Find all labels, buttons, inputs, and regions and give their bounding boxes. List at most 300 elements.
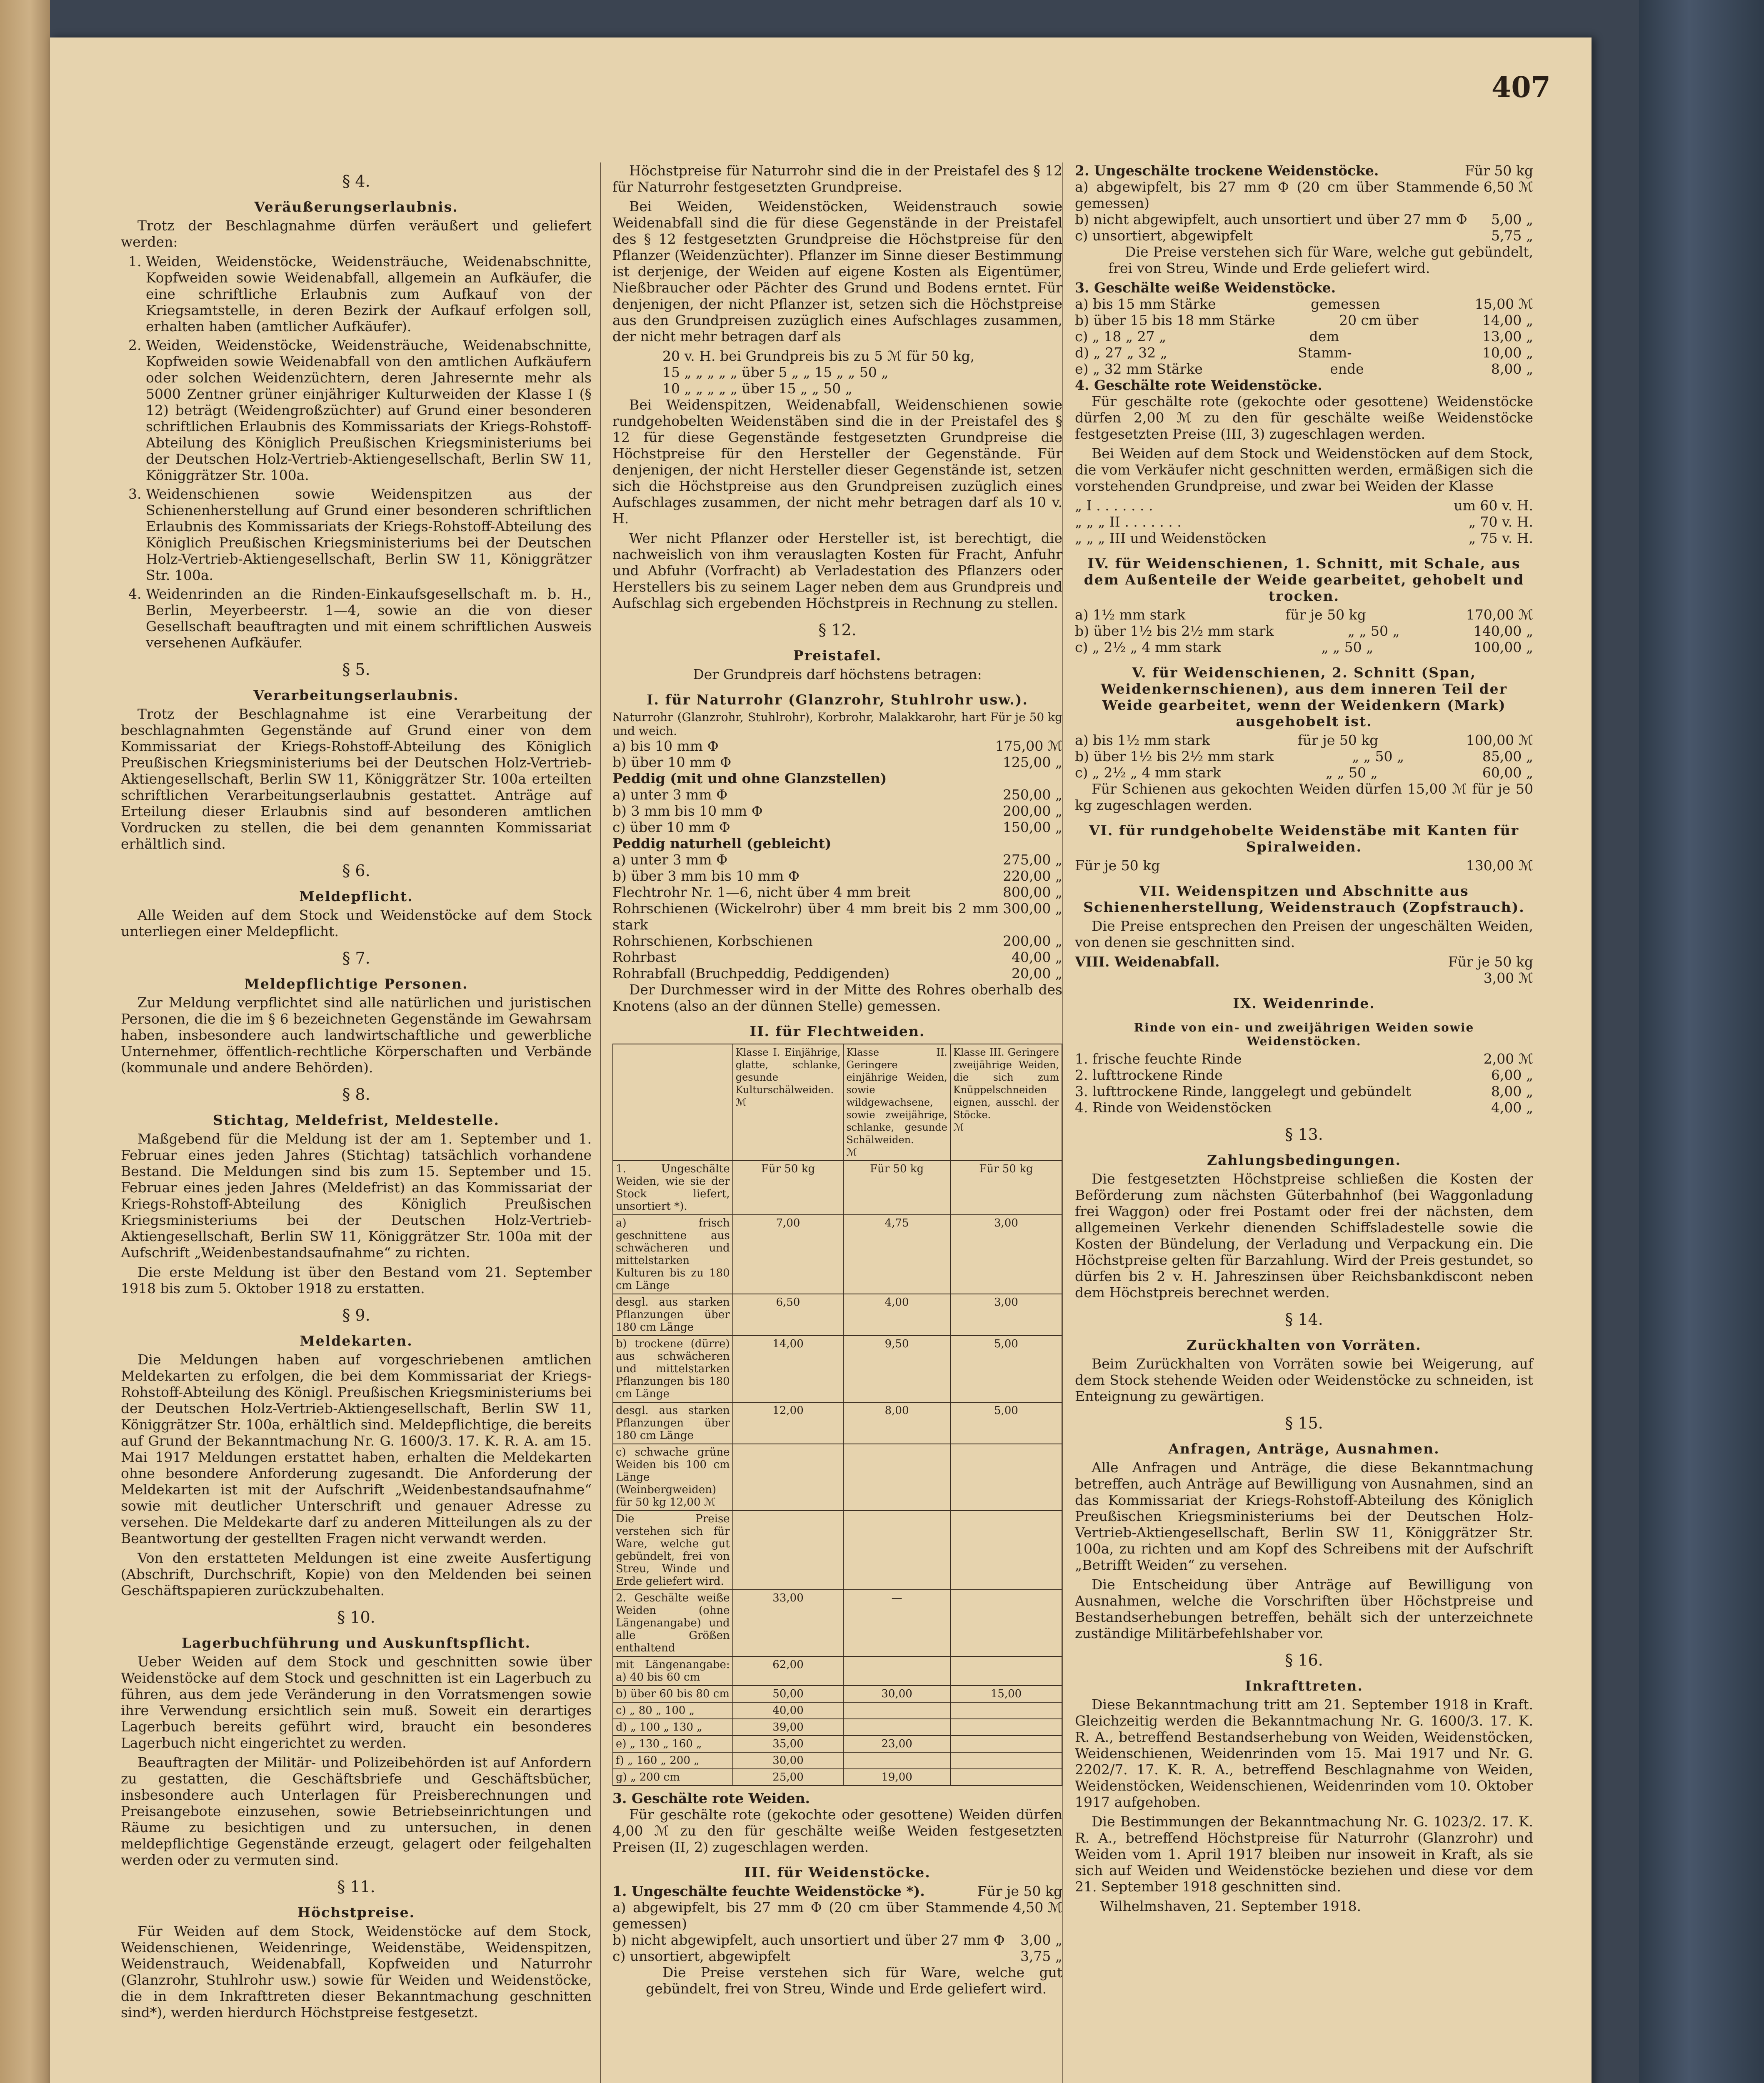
table-cell: b) trockene (dürre) aus schwächeren und mittelstarken Pflanzungen bis 180 cm Länge xyxy=(613,1336,733,1402)
price-row xyxy=(1075,639,1533,655)
price-value: 100,00 „ xyxy=(1473,639,1533,655)
book-spine xyxy=(1639,0,1764,2083)
table-cell: c) schwache grüne Weiden bis 100 cm Länge (Weinbergweiden) für 50 kg 12,00 ℳ xyxy=(613,1444,733,1511)
page-number: 407 xyxy=(1492,71,1551,104)
item-label: Flechtrohr Nr. 1—6, nicht über 4 mm breit xyxy=(612,884,911,900)
item-label: Für je 50 kg xyxy=(1075,857,1160,874)
column-rule xyxy=(600,162,601,2083)
table-cell xyxy=(950,1444,1062,1511)
table-cell: 9,50 xyxy=(843,1336,950,1402)
item-heading: 3. Geschälte rote Weiden. xyxy=(612,1790,810,1806)
table-cell: 1. Ungeschälte Weiden, wie sie der Stock liefert, unsortiert *). xyxy=(613,1161,733,1215)
price-value: 3,00 „ xyxy=(1020,1932,1062,1948)
price-row xyxy=(1075,1099,1533,1116)
reduction-rows xyxy=(1075,497,1533,546)
item-label: für je 50 kg xyxy=(1285,607,1366,623)
column-1 xyxy=(121,162,592,2024)
table-cell: 62,00 xyxy=(733,1656,844,1686)
item-label: dem xyxy=(1309,328,1339,345)
price-row xyxy=(1075,857,1533,874)
table-row xyxy=(613,1702,1062,1719)
price-value: 8,00 „ xyxy=(1491,361,1533,377)
paragraph: Die Entscheidung über Anträge auf Bewilligung von Ausnahmen, welche die Vorschriften über Höchstpreise und Bestandserhebungen betreffen, behält sich der unterzeichnete zuständige Militärbefehlshaber vor. xyxy=(1075,1576,1533,1641)
paragraph: Für geschälte rote (gekochte oder gesottene) Weiden dürfen 4,00 ℳ zu den für geschälte weiße Weiden festgesetzten Preisen (II, 2) zugeschlagen werden. xyxy=(612,1806,1062,1855)
price-row xyxy=(612,1948,1062,1964)
paragraph: Diese Bekanntmachung tritt am 21. September 1918 in Kraft. Gleichzeitig werden die Bekanntmachung Nr. G. 1600/3. 17. K. R. A., betreffend Bestandserhebung von Weiden, Weidenstöcken, Weidenschienen, Weidenrinden vom 15. Mai 1917 und Nr. G. 2202/7. 17. K. R. A., betreffend Beschlagnahme von Weiden, Weidenstöcken, Weidenschienen, Weidenrinden vom 10. Oktober 1917 aufgehoben. xyxy=(1075,1696,1533,1810)
table-row xyxy=(613,1752,1062,1769)
paragraph: Die Preise verstehen sich für Ware, welche gut gebündelt, frei von Streu, Winde und Erde geliefert wird. xyxy=(646,1964,1062,1997)
price-row xyxy=(1075,1051,1533,1067)
item-label: „ „ „ II . . . . . . . xyxy=(1075,514,1182,530)
section-heading: § 10. xyxy=(337,1608,375,1626)
price-row xyxy=(1075,514,1533,530)
section-title: Zahlungsbedingungen. xyxy=(1207,1152,1401,1168)
price-value: 175,00 ℳ xyxy=(995,738,1062,754)
table-cell: 50,00 xyxy=(733,1686,844,1702)
item-label: Rohrbast xyxy=(612,949,676,965)
table-cell: 15,00 xyxy=(950,1686,1062,1702)
table-row xyxy=(613,1402,1062,1444)
price-group-title: III. für Weidenstöcke. xyxy=(744,1864,931,1881)
table-row xyxy=(613,1686,1062,1702)
price-value: 8,00 „ xyxy=(1491,1083,1533,1099)
table-cell: Für 50 kg xyxy=(733,1161,844,1215)
left-page-edge xyxy=(0,0,50,2083)
price-value: 125,00 „ xyxy=(1002,754,1062,770)
section-title: Zurückhalten von Vorräten. xyxy=(1187,1337,1422,1353)
price-value: 13,00 „ xyxy=(1482,328,1533,345)
table-header-row xyxy=(613,1044,1062,1161)
table-cell: 5,00 xyxy=(950,1336,1062,1402)
price-intro: Der Grundpreis darf höchstens betragen: xyxy=(693,666,982,682)
paragraph: Zur Meldung verpflichtet sind alle natürlichen und juristischen Personen, die die im § 6 bezeichneten Gegenstände im Gewahrsam haben, insbesondere auch landwirtschaftliche und gewerbliche Unternehmer, öffentlich-rechtliche Körperschaften und Verbände (kommunale und andere Behörden). xyxy=(121,994,592,1076)
price-rows xyxy=(1075,607,1533,655)
item-label: b) nicht abgewipfelt, auch unsortiert und über 27 mm Φ xyxy=(612,1932,1005,1948)
table-cell: Für 50 kg xyxy=(843,1161,950,1215)
item-label: c) über 10 mm Φ xyxy=(612,819,730,835)
table-cell: 4,00 xyxy=(843,1294,950,1336)
item-label: c) unsortiert, abgewipfelt xyxy=(1075,227,1253,244)
table-cell: mit Längenangabe: a) 40 bis 60 cm xyxy=(613,1656,733,1686)
section-heading: § 15. xyxy=(1285,1414,1323,1432)
section-heading: § 13. xyxy=(1285,1125,1323,1144)
table-cell xyxy=(950,1719,1062,1736)
section-title: Veräußerungserlaubnis. xyxy=(254,199,458,215)
table-cell: 35,00 xyxy=(733,1736,844,1752)
paragraph: Die Bestimmungen der Bekanntmachung Nr. G. 1023/2. 17. K. R. A., betreffend Höchstpreise für Naturrohr (Glanzrohr) und Weiden vom 1. April 1917 bleiben nur insoweit in Kraft, als sie sich auf Weiden und Weidenstöcke beziehen und diese vor dem 21. September 1918 geschnitten sind. xyxy=(1075,1813,1533,1895)
table-cell: 14,00 xyxy=(733,1336,844,1402)
list-item: 2. Weiden, Weidenstöcke, Weidensträuche, Weidenabschnitte, Kopfweiden sowie Weidenabfall von den amtlichen Aufkäufern oder solchen Weidenzüchtern, deren Jahresernte mehr als 5000 Zentner grüner einjähriger Kulturweiden der Klasse I (§ 12) beträgt (Weidengroßzüchter) auf Grund einer besonderen schriftlichen Erlaubnis des Kommissariats der Kriegs-Rohstoff-Abteilung des Königlich Preußischen Kriegsministeriums bei der Deutschen Holz-Vertrieb-Aktiengesellschaft, Berlin SW 11, Königgrätzer Str. 100a. xyxy=(146,337,592,483)
price-value: 3,75 „ xyxy=(1020,1948,1062,1964)
table-cell: 3,00 xyxy=(950,1294,1062,1336)
price-value: 250,00 „ xyxy=(1002,787,1062,803)
table-cell xyxy=(843,1656,950,1686)
item-label: 1. Ungeschälte feuchte Weidenstöcke *). xyxy=(612,1883,925,1899)
item-label: „ „ 50 „ xyxy=(1321,639,1374,655)
item-label: a) abgewipfelt, bis 27 mm Φ (20 cm über Stammende gemessen) xyxy=(612,1899,1009,1932)
section-title: Meldepflichtige Personen. xyxy=(244,976,468,992)
column-rule xyxy=(1062,162,1063,2083)
table-cell xyxy=(950,1656,1062,1686)
price-row xyxy=(1075,211,1533,227)
price-value: „ 75 v. H. xyxy=(1468,530,1533,546)
table-cell: 7,00 xyxy=(733,1215,844,1294)
table-cell: 33,00 xyxy=(733,1590,844,1656)
table-cell: 8,00 xyxy=(843,1402,950,1444)
item-heading: 3. Geschälte weiße Weidenstöcke. xyxy=(1075,280,1336,296)
table-cell: 39,00 xyxy=(733,1719,844,1736)
price-row xyxy=(612,933,1062,949)
table-cell xyxy=(733,1444,844,1511)
section-title: Meldekarten. xyxy=(300,1333,413,1349)
paragraph: Die Meldungen haben auf vorgeschriebenen amtlichen Meldekarten zu erfolgen, die bei dem Kommissariat der Kriegs-Rohstoff-Abteilung des Königl. Preußischen Kriegsministeriums bei der Deutschen Holz-Vertrieb-Aktiengesellschaft, Berlin SW 11, Königgrätzer Str. 100a, erhältlich sind. Meldepflichtige, die bereits auf Grund der Bekanntmachung Nr. G. 1600/3. 17. K. R. A. am 15. Mai 1917 Meldungen erstattet haben, erhalten die Meldekarten ohne besondere Anforderung zugesandt. Die Anforderung der Meldekarten ist mit der Aufschrift „Weidenbestandsaufnahme“ sowie mit deutlicher Unterschrift und genauer Adresse zu versehen. Die Meldekarte darf zu anderen Mitteilungen als zu der Beantwortung der gestellten Fragen nicht verwandt werden. xyxy=(121,1351,592,1546)
item-label: 2. lufttrockene Rinde xyxy=(1075,1067,1223,1083)
price-value: 170,00 ℳ xyxy=(1466,607,1533,623)
table-cell: 3,00 xyxy=(950,1215,1062,1294)
table-cell xyxy=(843,1752,950,1769)
item-label: b) 3 mm bis 10 mm Φ xyxy=(612,803,763,819)
item-label: e) „ 32 mm Stärke xyxy=(1075,361,1203,377)
price-row xyxy=(1075,748,1533,764)
price-row xyxy=(1075,312,1533,328)
table-cell: 5,00 xyxy=(950,1402,1062,1444)
item-label: 20 cm über xyxy=(1339,312,1419,328)
table-cell xyxy=(950,1736,1062,1752)
item-label: a) unter 3 mm Φ xyxy=(612,787,728,803)
item-label: c) „ 2½ „ 4 mm stark xyxy=(1075,764,1221,781)
section-heading: § 7. xyxy=(342,949,370,967)
item-label: b) über 1½ bis 2½ mm stark xyxy=(1075,748,1274,764)
table-row xyxy=(613,1161,1062,1215)
section-heading: § 12. xyxy=(818,621,857,639)
table-cell xyxy=(843,1511,950,1590)
section-heading: § 6. xyxy=(342,862,370,880)
paragraph: Wer nicht Pflanzer oder Hersteller ist, ist berechtigt, die nachweislich von ihm verauslagten Kosten für Fracht, Anfuhr und Abfuhr (Vorfracht) ab Verladestation des Pflanzers oder Herstellers bis zu seinem Lager neben dem aus Grundpreis und Aufschlag sich ergebenden Höchstpreis in Rechnung zu stellen. xyxy=(612,530,1062,611)
item-heading: Peddig naturhell (gebleicht) xyxy=(612,835,832,852)
price-value: 6,00 „ xyxy=(1491,1067,1533,1083)
section-title: Meldepflicht. xyxy=(299,888,413,904)
table-cell xyxy=(843,1702,950,1719)
unit-label: Für je 50 kg xyxy=(990,710,1062,724)
price-row xyxy=(1075,623,1533,639)
rate-line: 10 „ „ „ „ „ über 15 „ „ 50 „ xyxy=(662,380,852,397)
price-row xyxy=(1075,162,1533,179)
price-value: 5,75 „ xyxy=(1491,227,1533,244)
table-header: Klasse II. Geringere einjährige Weiden, sowie wildgewachsene, sowie zweijährige, schlanke, gesunde Schälweiden. ℳ xyxy=(843,1044,950,1161)
price-value: 200,00 „ xyxy=(1002,803,1062,819)
price-rows xyxy=(1075,732,1533,781)
section-heading: § 14. xyxy=(1285,1310,1323,1329)
item-label: Naturrohr (Glanzrohr, Stuhlrohr), Korbrohr, Malakkarohr, hart und weich. xyxy=(612,710,986,738)
price-row xyxy=(1075,497,1533,514)
price-row xyxy=(1075,954,1533,970)
price-row xyxy=(1075,1083,1533,1099)
price-row xyxy=(1075,732,1533,748)
paragraph: Bei Weiden auf dem Stock und Weidenstöcken auf dem Stock, die vom Verkäufer nicht geschnitten werden, ermäßigen sich die vorstehenden Grundpreise, und zwar bei Weiden der Klasse xyxy=(1075,445,1533,494)
list-item: 1. Weiden, Weidenstöcke, Weidensträuche, Weidenabschnitte, Kopfweiden sowie Weidenabfall, allgemein an Aufkäufer, die eine schriftliche Erlaubnis zum Aufkauf von der Kriegsamtstelle, in deren Bezirk der Aufkauf erfolgen soll, erhalten haben (amtlicher Aufkäufer). xyxy=(146,253,592,335)
paragraph: Bei Weiden, Weidenstöcken, Weidenstrauch sowie Weidenabfall sind die für diese Gegenstände in der Preistafel des § 12 festgesetzten Grundpreise die Höchstpreise für den Pflanzer (Weidenzüchter). Pflanzer im Sinne dieser Bestimmung ist derjenige, der Weiden auf eigene Kosten als Eigentümer, Nießbraucher oder Pächter des Grund und Bodens erntet. Für denjenigen, der nicht Pflanzer ist, setzen sich die Höchstpreise aus den Grundpreisen zuzüglich eines Aufschlages zusammen, der nicht mehr betragen darf als xyxy=(612,198,1062,345)
price-row xyxy=(1075,328,1533,345)
price-value: 6,50 ℳ xyxy=(1483,179,1533,195)
item-label: Stamm- xyxy=(1298,345,1352,361)
price-value: 40,00 „ xyxy=(1011,949,1062,965)
item-label: 3. lufttrockene Rinde, langgelegt und gebündelt xyxy=(1075,1083,1411,1099)
table-cell: d) „ 100 „ 130 „ xyxy=(613,1719,733,1736)
table-header: Klasse I. Einjährige, glatte, schlanke, gesunde Kulturschälweiden. ℳ xyxy=(733,1044,844,1161)
table-row xyxy=(613,1736,1062,1752)
item-label: c) „ 2½ „ 4 mm stark xyxy=(1075,639,1221,655)
price-row xyxy=(1075,227,1533,244)
paragraph: Maßgebend für die Meldung ist der am 1. September und 1. Februar eines jeden Jahres (Stichtag) tatsächlich vorhandene Bestand. Die Meldungen sind bis zum 15. September und 15. Februar eines jeden Jahres (Meldefrist) an das Kommissariat der Kriegs-Rohstoff-Abteilung des Königlich Preußischen Kriegsministeriums bei der Deutschen Holz-Vertrieb-Aktiengesellschaft, Berlin SW 11, Königgrätzer Str. 100a mit der Aufschrift „Weidenbestandsaufnahme“ zu richten. xyxy=(121,1131,592,1261)
item-label: „ „ 50 „ xyxy=(1347,623,1400,639)
item-label: Rohrschienen (Wickelrohr) über 4 mm breit bis 2 mm stark xyxy=(612,900,999,933)
section-heading: § 8. xyxy=(342,1085,370,1104)
table-cell: 4,75 xyxy=(843,1215,950,1294)
table-cell xyxy=(843,1444,950,1511)
item-heading: 2. Ungeschälte trockene Weidenstöcke. xyxy=(1075,162,1379,179)
column-2 xyxy=(612,162,1062,2000)
table-row xyxy=(613,1590,1062,1656)
table-row xyxy=(613,1215,1062,1294)
item-label: b) über 3 mm bis 10 mm Φ xyxy=(612,868,800,884)
price-group-title: IV. für Weidenschienen, 1. Schnitt, mit Schale, aus dem Außenteile der Weide gearbeitet, gehobelt und trocken. xyxy=(1084,555,1524,604)
price-value: 220,00 „ xyxy=(1002,868,1062,884)
table-row xyxy=(613,1719,1062,1736)
price-value: 150,00 „ xyxy=(1002,819,1062,835)
price-row xyxy=(612,819,1062,835)
item-label: a) abgewipfelt, bis 27 mm Φ (20 cm über Stammende gemessen) xyxy=(1075,179,1479,211)
price-group-title: IX. Weidenrinde. xyxy=(1233,995,1375,1012)
section-heading: § 16. xyxy=(1285,1651,1323,1669)
price-row xyxy=(1075,1067,1533,1083)
table-cell: 30,00 xyxy=(843,1686,950,1702)
column-3 xyxy=(1075,162,1533,1914)
table-cell: 6,50 xyxy=(733,1294,844,1336)
rate-line: 20 v. H. bei Grundpreis bis zu 5 ℳ für 50 kg, xyxy=(662,348,975,364)
price-row xyxy=(612,787,1062,803)
price-row xyxy=(1075,179,1533,211)
item-label: „ „ 50 „ xyxy=(1352,748,1404,764)
price-row xyxy=(1075,345,1533,361)
item-label: „ „ „ III und Weidenstöcken xyxy=(1075,530,1267,546)
table-cell: 19,00 xyxy=(843,1769,950,1786)
item-label: a) 1½ mm stark xyxy=(1075,607,1186,623)
table-cell: 40,00 xyxy=(733,1702,844,1719)
table-cell: 25,00 xyxy=(733,1769,844,1786)
price-row xyxy=(612,803,1062,819)
table-cell xyxy=(950,1590,1062,1656)
table-cell: 30,00 xyxy=(733,1752,844,1769)
price-value: 4,50 ℳ xyxy=(1012,1899,1062,1916)
table-row xyxy=(613,1656,1062,1686)
table-cell xyxy=(950,1752,1062,1769)
price-row xyxy=(612,868,1062,884)
price-value: 85,00 „ xyxy=(1482,748,1533,764)
price-value: „ 70 v. H. xyxy=(1468,514,1533,530)
table-row xyxy=(613,1294,1062,1336)
price-value: 14,00 „ xyxy=(1482,312,1533,328)
paragraph: Bei Weidenspitzen, Weidenabfall, Weidenschienen sowie rundgehobelten Weidenstäben sind die in der Preistafel des § 12 für diese Gegenstände festgesetzten Grundpreise die Höchstpreise für den Hersteller der Gegenstände. Für denjenigen, der nicht Hersteller dieser Gegenstände ist, setzen sich die Höchstpreise aus den Grundpreisen zuzüglich eines Aufschlages zusammen, der nicht mehr betragen darf als 10 v. H. xyxy=(612,397,1062,527)
paragraph: Trotz der Beschlagnahme ist eine Verarbeitung der beschlagnahmten Gegenstände auf Grund einer von dem Kommissariat der Kriegs-Rohstoff-Abteilung des Königlich Preußischen Kriegsministeriums bei der Deutschen Holz-Vertrieb-Aktiengesellschaft, Berlin SW 11, Königgrätzer Str. 100a erteilten schriftlichen Verarbeitungserlaubnis gestattet. Anträge auf Erteilung dieser Erlaubnis sind auf besonderen amtlichen Vordrucken zu stellen, die bei dem genannten Kommissariat erhältlich sind. xyxy=(121,706,592,852)
price-value: 20,00 „ xyxy=(1011,965,1062,982)
paragraph: Alle Weiden auf dem Stock und Weidenstöcke auf dem Stock unterliegen einer Meldepflicht. xyxy=(121,907,592,939)
price-row xyxy=(612,738,1062,754)
price-value: 275,00 „ xyxy=(1002,852,1062,868)
paragraph: Für Weiden auf dem Stock, Weidenstöcke auf dem Stock, Weidenschienen, Weidenringe, Weidenstäbe, Weidenspitzen, Weidenstrauch, Weidenabfall, Kopfweiden und Naturrohr (Glanzrohr, Stuhlrohr usw.) sowie für Weiden und Weidenstöcke, die in dem Inkrafttreten dieser Bekanntmachung geschnitten sind*), werden hierdurch Höchstpreise festgesetzt. xyxy=(121,1923,592,2021)
table-cell xyxy=(733,1511,844,1590)
item-heading: Peddig (mit und ohne Glanzstellen) xyxy=(612,770,887,787)
item-heading: 4. Geschälte rote Weidenstöcke. xyxy=(1075,377,1322,393)
section-title: Preistafel. xyxy=(793,647,882,664)
paragraph: Der Durchmesser wird in der Mitte des Rohres oberhalb des Knotens (also an der dünnen Stelle) gemessen. xyxy=(612,982,1062,1014)
paragraph: Beauftragten der Militär- und Polizeibehörden ist auf Anfordern zu gestatten, die Geschäftsbriefe und Geschäftsbücher, insbesondere auch Unterlagen für Preisberechnungen und Preisangebote einzusehen, sowie Betriebseinrichtungen und Räume zu besichtigen und zu untersuchen, in denen meldepflichtige Gegenstände erzeugt, gelagert oder feilgehalten werden oder zu vermuten sind. xyxy=(121,1754,592,1868)
paragraph: Die erste Meldung ist über den Bestand vom 21. September 1918 bis zum 5. Oktober 1918 zu erstatten. xyxy=(121,1264,592,1296)
table-cell xyxy=(950,1769,1062,1786)
price-row xyxy=(612,1899,1062,1932)
paragraph: Trotz der Beschlagnahme dürfen veräußert und geliefert werden: xyxy=(121,217,592,250)
table-cell xyxy=(950,1702,1062,1719)
list xyxy=(121,253,592,651)
section-title: Inkrafttreten. xyxy=(1245,1678,1363,1694)
table-cell: Für 50 kg xyxy=(950,1161,1062,1215)
price-value: 3,00 ℳ xyxy=(1483,970,1533,986)
price-value: 10,00 „ xyxy=(1482,345,1533,361)
price-row xyxy=(612,965,1062,982)
price-row xyxy=(1075,764,1533,781)
table-cell: b) über 60 bis 80 cm xyxy=(613,1686,733,1702)
table-cell: g) „ 200 cm xyxy=(613,1769,733,1786)
rate-list xyxy=(612,348,1062,397)
item-label: ende xyxy=(1330,361,1364,377)
price-value: 800,00 „ xyxy=(1002,884,1062,900)
price-group-title: II. für Flechtweiden. xyxy=(750,1023,925,1039)
price-row xyxy=(612,710,1062,738)
price-group-title: V. für Weidenschienen, 2. Schnitt (Span, Weidenkernschienen), aus dem inneren Teil der Weide gearbeitet, wenn der Weidenkern (Mark) ausgehobelt ist. xyxy=(1100,664,1508,729)
price-value: 140,00 „ xyxy=(1473,623,1533,639)
item-label: Rohrabfall (Bruchpeddig, Peddigenden) xyxy=(612,965,890,982)
rate-line: 15 „ „ „ „ „ über 5 „ „ 15 „ „ 50 „ xyxy=(662,364,889,380)
item-label: b) über 15 bis 18 mm Stärke xyxy=(1075,312,1275,328)
paragraph: Höchstpreise für Naturrohr sind die in der Preistafel des § 12 für Naturrohr festgesetzten Grundpreise. xyxy=(612,162,1062,195)
item-label: a) bis 15 mm Stärke xyxy=(1075,296,1216,312)
price-row xyxy=(1075,607,1533,623)
price-value: 4,00 „ xyxy=(1491,1099,1533,1116)
section-title: Verarbeitungserlaubnis. xyxy=(253,687,459,703)
price-value: 130,00 ℳ xyxy=(1466,857,1533,874)
unit-label: Für je 50 kg xyxy=(977,1883,1062,1899)
price-row xyxy=(612,884,1062,900)
price-row xyxy=(612,949,1062,965)
paragraph: Für geschälte rote (gekochte oder gesottene) Weidenstöcke dürfen 2,00 ℳ zu den für geschälte weiße Weidenstöcke festgesetzten Preise (III, 3) zugeschlagen werden. xyxy=(1075,393,1533,442)
price-value: 200,00 „ xyxy=(1002,933,1062,949)
list-item: 3. Weidenschienen sowie Weidenspitzen aus der Schienenherstellung auf Grund einer besonderen schriftlichen Erlaubnis des Kommissariats der Kriegs-Rohstoff-Abteilung des Königlich Preußischen Kriegsministeriums bei der Deutschen Holz-Vertrieb-Aktiengesellschaft, Berlin SW 11, Königgrätzer Str. 100a. xyxy=(146,486,592,583)
item-label: b) über 10 mm Φ xyxy=(612,754,732,770)
price-group-title: I. für Naturrohr (Glanzrohr, Stuhlrohr usw.). xyxy=(647,692,1028,708)
price-group-title: VI. für rundgehobelte Weidenstäbe mit Kanten für Spiralweiden. xyxy=(1089,822,1519,855)
table-cell: desgl. aus starken Pflanzungen über 180 cm Länge xyxy=(613,1294,733,1336)
item-label: a) bis 1½ mm stark xyxy=(1075,732,1210,748)
unit-label: Für 50 kg xyxy=(1464,162,1533,179)
table-row xyxy=(613,1444,1062,1511)
item-label: für je 50 kg xyxy=(1297,732,1379,748)
price-row xyxy=(1075,361,1533,377)
table-cell: e) „ 130 „ 160 „ xyxy=(613,1736,733,1752)
price-value: 60,00 „ xyxy=(1482,764,1533,781)
paragraph: Von den erstatteten Meldungen ist eine zweite Ausfertigung (Abschrift, Durchschrift, Kopie) von den Meldenden bei seinen Geschäftspapieren zurückzubehalten. xyxy=(121,1550,592,1598)
item-label: c) unsortiert, abgewipfelt xyxy=(612,1948,791,1964)
price-row xyxy=(1075,296,1533,312)
price-value: 100,00 ℳ xyxy=(1466,732,1533,748)
paragraph: Beim Zurückhalten von Vorräten sowie bei Weigerung, auf dem Stock stehende Weiden oder Weidenstöcke zu schneiden, ist Enteignung zu gewärtigen. xyxy=(1075,1356,1533,1404)
item-label: gemessen xyxy=(1311,296,1380,312)
table-cell: a) frisch geschnittene aus schwächeren und mittelstarken Kulturen bis zu 180 cm Länge xyxy=(613,1215,733,1294)
price-value: 15,00 ℳ xyxy=(1474,296,1533,312)
price-row xyxy=(612,900,1062,933)
table-cell xyxy=(843,1719,950,1736)
price-row xyxy=(612,852,1062,868)
section-heading: § 9. xyxy=(342,1306,370,1324)
document-page xyxy=(50,37,1592,2083)
section-heading: § 4. xyxy=(342,172,370,190)
price-group-title: VII. Weidenspitzen und Abschnitte aus Schienenherstellung, Weidenstrauch (Zopfstrauch). xyxy=(1083,883,1525,915)
item-label: d) „ 27 „ 32 „ xyxy=(1075,345,1167,361)
paragraph: Die Preise verstehen sich für Ware, welche gut gebündelt, frei von Streu, Winde und Erde geliefert wird. xyxy=(1108,244,1533,276)
price-rows xyxy=(1075,1051,1533,1116)
section-heading: § 11. xyxy=(337,1878,375,1896)
paragraph: Die Preise entsprechen den Preisen der ungeschälten Weiden, von denen sie geschnitten sind. xyxy=(1075,918,1533,950)
table-header xyxy=(613,1044,733,1161)
section-title: Stichtag, Meldefrist, Meldestelle. xyxy=(213,1112,500,1128)
section-title: Lagerbuchführung und Auskunftspflicht. xyxy=(181,1635,531,1651)
table-cell: — xyxy=(843,1590,950,1656)
item-label: 4. Rinde von Weidenstöcken xyxy=(1075,1099,1272,1116)
flechtweiden-table xyxy=(612,1044,1062,1786)
price-value: 300,00 „ xyxy=(1002,900,1062,917)
price-value: um 60 v. H. xyxy=(1454,497,1533,514)
price-value: 5,00 „ xyxy=(1491,211,1533,227)
table-cell: desgl. aus starken Pflanzungen über 180 cm Länge xyxy=(613,1402,733,1444)
item-label: Rohrschienen, Korbschienen xyxy=(612,933,813,949)
item-label: b) über 1½ bis 2½ mm stark xyxy=(1075,623,1274,639)
item-label: c) „ 18 „ 27 „ xyxy=(1075,328,1167,345)
paragraph: Alle Anfragen und Anträge, die diese Bekanntmachung betreffen, auch Anträge auf Bewilligung von Ausnahmen, sind an das Kommissariat der Kriegs-Rohstoff-Abteilung des Königlich Preußischen Kriegsministeriums bei der Deutschen Holz-Vertrieb-Aktiengesellschaft, Berlin SW 11, Königgrätzer Str. 100a, zu richten und am Kopf des Schreibens mit der Aufschrift „Betrifft Weiden“ zu versehen. xyxy=(1075,1459,1533,1573)
item-label: „ I . . . . . . . xyxy=(1075,497,1153,514)
price-row xyxy=(1075,530,1533,546)
section-heading: § 5. xyxy=(342,660,370,679)
table-row xyxy=(613,1769,1062,1786)
table-body xyxy=(613,1161,1062,1786)
table-row xyxy=(613,1336,1062,1402)
price-row xyxy=(612,754,1062,770)
section-title: Anfragen, Anträge, Ausnahmen. xyxy=(1168,1441,1440,1457)
item-label: a) unter 3 mm Φ xyxy=(612,852,728,868)
price-rows xyxy=(1075,296,1533,377)
table-row xyxy=(613,1511,1062,1590)
paragraph: Für Schienen aus gekochten Weiden dürfen 15,00 ℳ für je 50 kg zugeschlagen werden. xyxy=(1075,781,1533,813)
table-cell: 12,00 xyxy=(733,1402,844,1444)
price-group-title: VIII. Weidenabfall. xyxy=(1075,954,1220,970)
price-row xyxy=(612,1883,1062,1899)
section-title: Höchstpreise. xyxy=(297,1904,415,1921)
item-label: „ „ 50 „ xyxy=(1325,764,1378,781)
price-row xyxy=(612,1932,1062,1948)
table-cell: c) „ 80 „ 100 „ xyxy=(613,1702,733,1719)
table-cell xyxy=(950,1511,1062,1590)
item-label: a) bis 10 mm Φ xyxy=(612,738,719,754)
price-value: 2,00 ℳ xyxy=(1483,1051,1533,1067)
item-label: 1. frische feuchte Rinde xyxy=(1075,1051,1242,1067)
list-item: 4. Weidenrinden an die Rinden-Einkaufsgesellschaft m. b. H., Berlin, Meyerbeerstr. 1—4, sowie an die von dieser Gesellschaft beauftragten und mit einem schriftlichen Ausweis versehenen Aufkäufer. xyxy=(146,586,592,651)
